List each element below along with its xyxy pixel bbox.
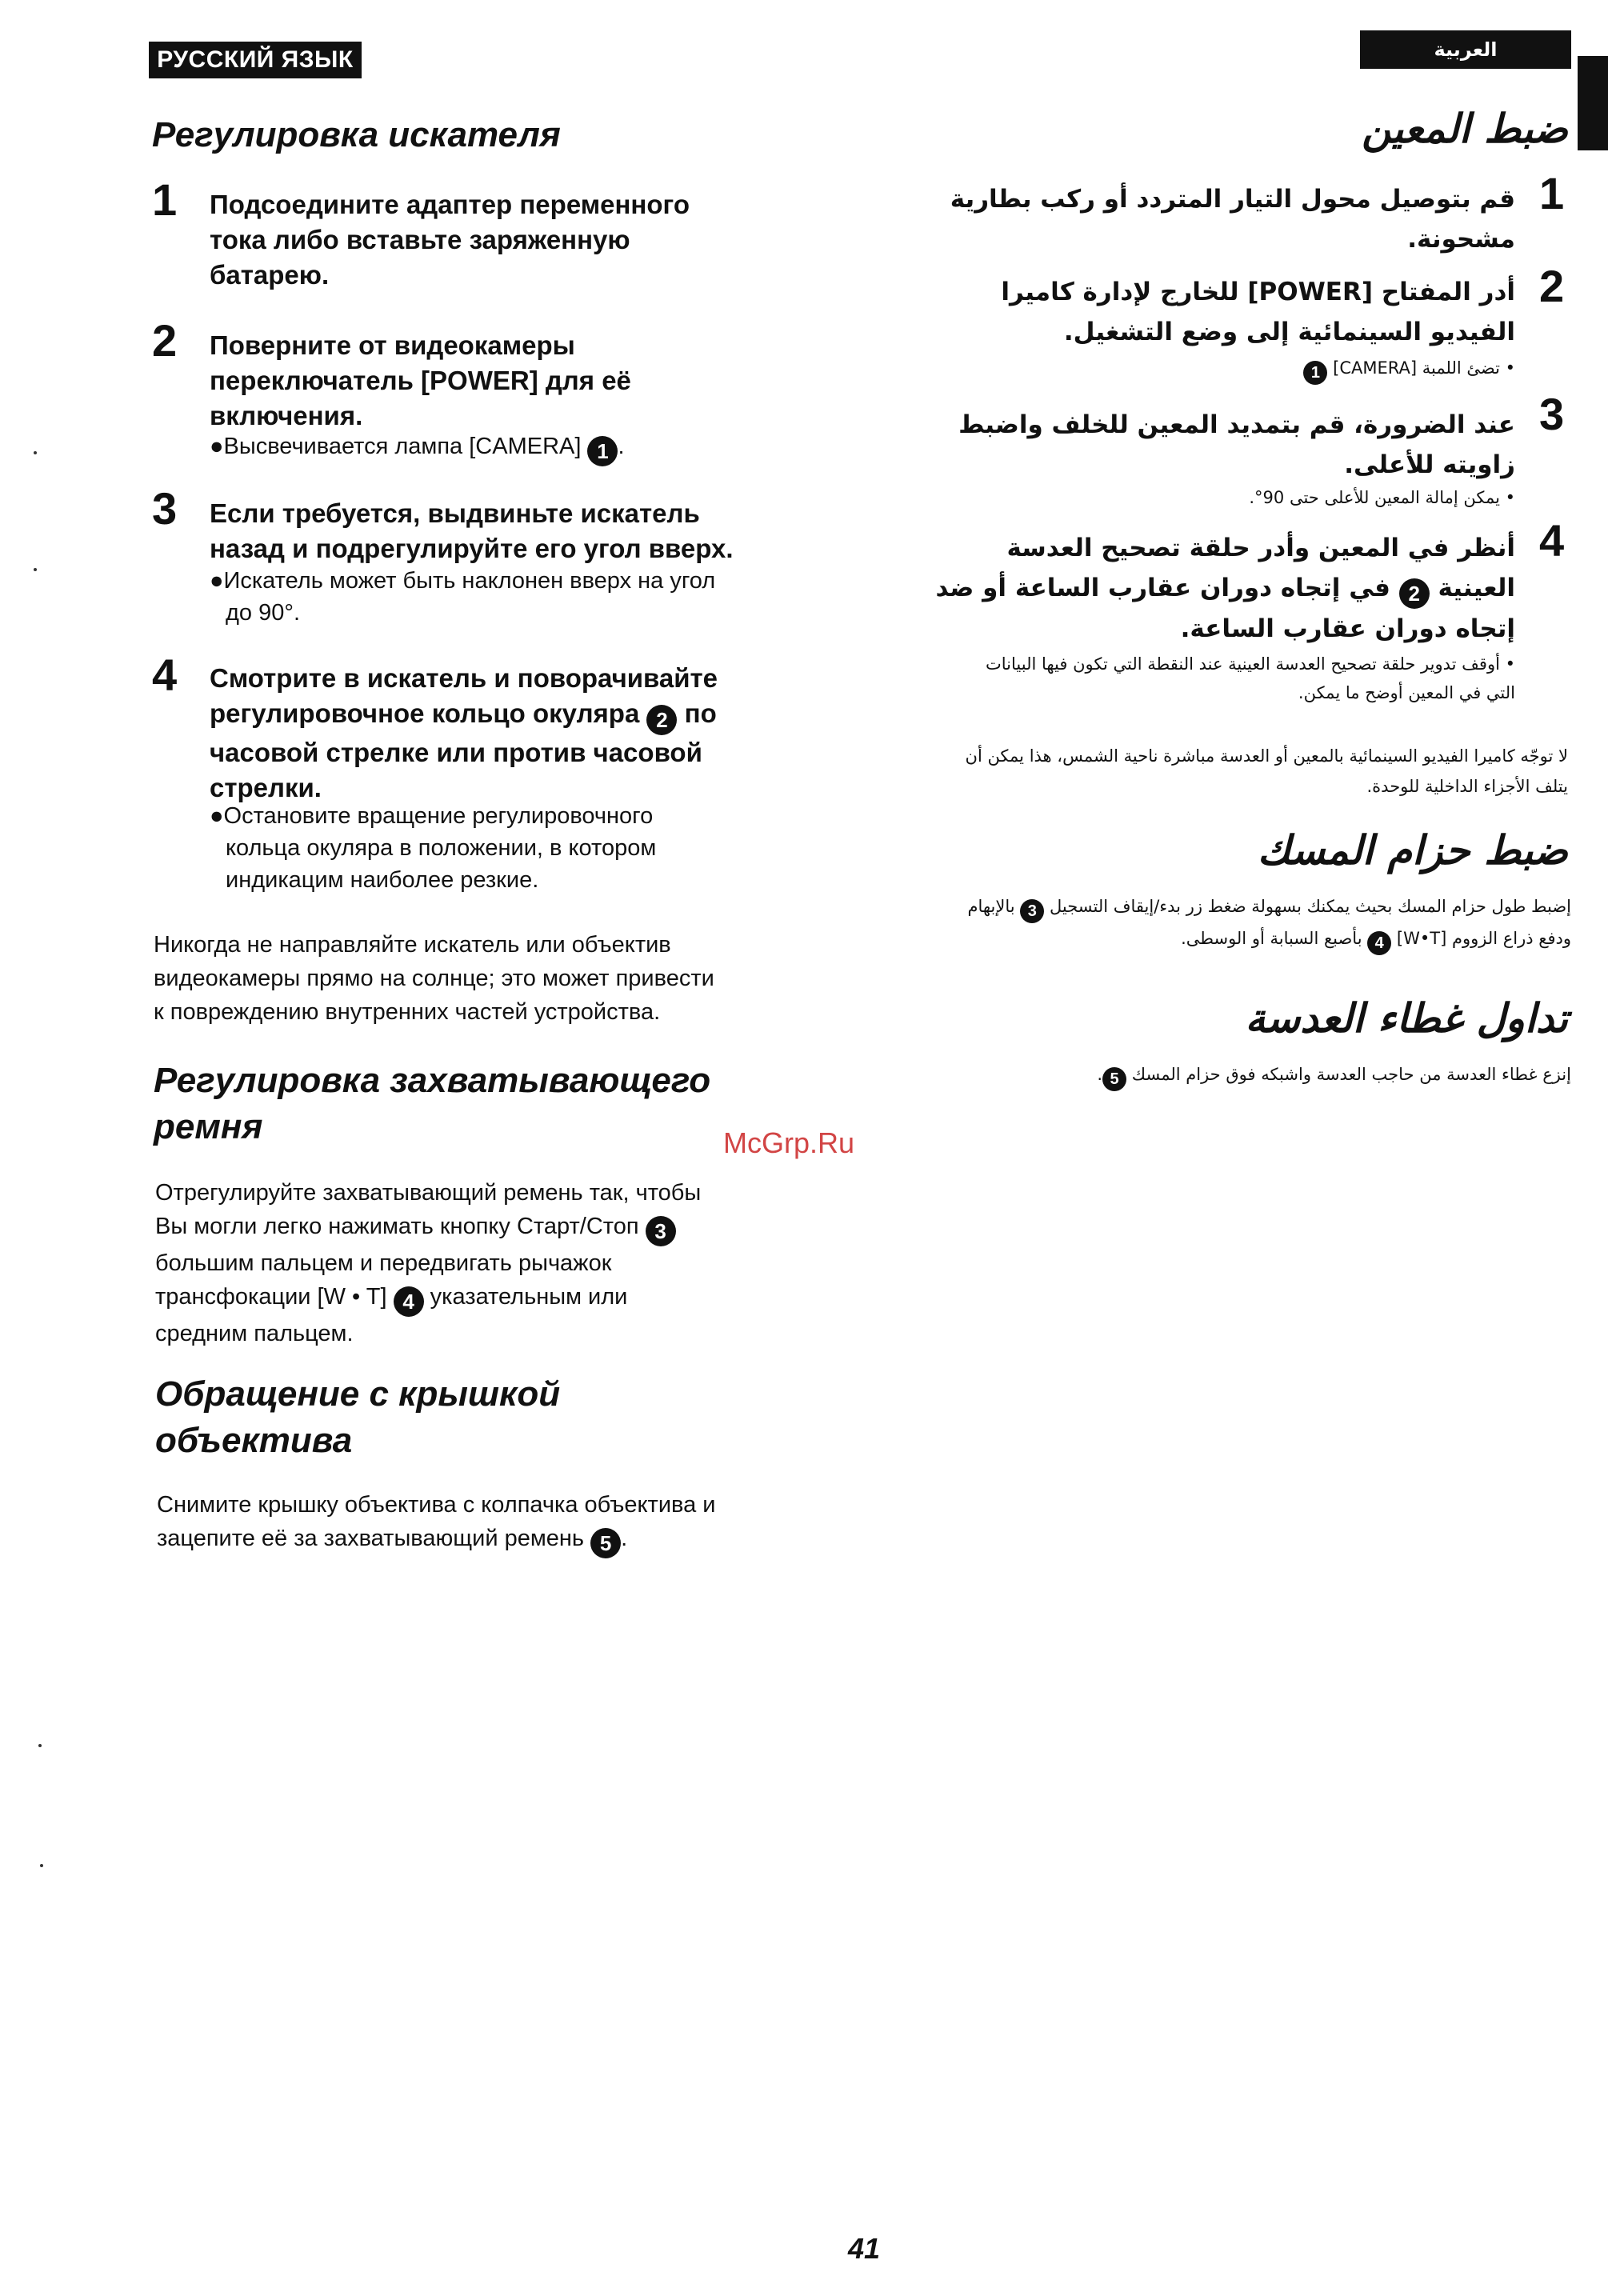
ru-step-1-text: Подсоедините адаптер переменного тока либо вставьте заряженную батарею. bbox=[210, 190, 690, 290]
ref-2-icon: 2 bbox=[646, 705, 677, 735]
ar-ref-3-icon: 3 bbox=[1020, 899, 1044, 923]
ar-step-3-text: عند الضرورة، قم بتمديد المعين للخلف واضبط زاويته للأعلى. bbox=[958, 410, 1515, 479]
ar-grip-text: إضبط طول حزام المسك بحيث يمكنك بسهولة ضغط زر بدء/إيقاف التسجيل 3 بالإبهام ودفع ذراع الزووم [W•T] 4 بأصبع السبابة أو الوسطى. bbox=[920, 891, 1571, 955]
section-edge-tab bbox=[1578, 56, 1608, 150]
ar-step-4-number: 4 bbox=[1539, 515, 1565, 566]
page-number: 41 bbox=[848, 2232, 881, 2265]
ar-ref-5-icon: 5 bbox=[1102, 1067, 1126, 1091]
ar-ref-1-icon: 1 bbox=[1303, 361, 1327, 385]
ru-grip-text: Отрегулируйте захватывающий ремень так, чтобы Вы могли легко нажимать кнопку Старт/Стоп 3 большим пальцем и передвигать рычажок трансфокации [W • T] 4 указательным или средним пальцем. bbox=[155, 1180, 702, 1346]
scan-speck bbox=[34, 451, 37, 454]
ar-ref-4-icon: 4 bbox=[1367, 931, 1391, 955]
ru-step-1-number: 1 bbox=[152, 174, 178, 225]
scan-speck bbox=[38, 1744, 42, 1747]
ref-5-icon: 5 bbox=[590, 1528, 621, 1558]
ru-step-2-note: ●Высвечивается лампа [CAMERA] 1 . bbox=[210, 430, 850, 466]
scan-speck bbox=[34, 568, 37, 571]
ar-step-2-note: • تضئ اللمبة [CAMERA] 1 bbox=[920, 354, 1515, 385]
ru-grip-title: Регулировка захватывающего ремня bbox=[154, 1061, 711, 1146]
ar-lens-cap-text: إنزع غطاء العدسة من حاجب العدسة واشبكه فوق حزام المسك 5. bbox=[920, 1059, 1571, 1091]
language-badge-arabic: العربية bbox=[1360, 30, 1571, 69]
language-badge-russian: РУССКИЙ ЯЗЫК bbox=[149, 42, 362, 78]
scan-speck bbox=[40, 1864, 43, 1867]
ru-lens-cap-text: Снимите крышку объектива с колпачка объектива и зацепите её за захватывающий ремень 5 . bbox=[157, 1488, 861, 1558]
ar-step-1-number: 1 bbox=[1539, 168, 1565, 218]
ru-step-3-text: Если требуется, выдвиньте искатель назад и подрегулируйте его угол вверх. bbox=[210, 498, 734, 563]
ru-step-3-note: ●Искатель может быть наклонен вверх на угол до 90°. bbox=[210, 568, 716, 626]
ar-step-1-text: قم بتوصيل محول التيار المتردد أو ركب بطارية مشحونة. bbox=[950, 185, 1515, 254]
ru-step-4-text: Смотрите в искатель и поворачивайте регулировочное кольцо окуляра 2 по часовой стрелке или против часовой стрелки. bbox=[210, 663, 718, 802]
ru-step-2-number: 2 bbox=[152, 315, 178, 366]
ar-step-2-text: أدر المفتاح [POWER] للخارج لإدارة كاميرا الفيديو السينمائية إلى وضع التشغيل. bbox=[1001, 278, 1515, 346]
ru-step-3-number: 3 bbox=[152, 483, 178, 534]
ar-grip-title: ضبط حزام المسك bbox=[1258, 827, 1568, 874]
ru-viewfinder-title: Регулировка искателя bbox=[152, 115, 561, 154]
ref-3-icon: 3 bbox=[646, 1216, 676, 1246]
ref-1-icon: 1 bbox=[587, 436, 618, 466]
ru-lens-cap-title: Обращение с крышкой объектива bbox=[155, 1374, 561, 1460]
ar-step-2-number: 2 bbox=[1539, 261, 1565, 311]
ar-step-4-note: • أوقف تدوير حلقة تصحيح العدسة العينية عند النقطة التي تكون فيها البيانات التي في المعين أوضح ما يمكن. bbox=[985, 654, 1515, 702]
ar-lens-cap-title: تداول غطاء العدسة bbox=[1245, 995, 1568, 1042]
ar-viewfinder-title: ضبط المعين bbox=[1362, 106, 1568, 152]
ar-step-3-number: 3 bbox=[1539, 389, 1565, 439]
ru-sun-warning: Никогда не направляйте искатель или объектив видеокамеры прямо на солнце; это может привести к повреждению внутренних частей устройства. bbox=[154, 932, 714, 1025]
ar-sun-warning: لا توجّه كاميرا الفيديو السينمائية بالمعين أو العدسة مباشرة ناحية الشمس، هذا يمكن أن يتلف الأجزاء الداخلية للوحدة. bbox=[965, 746, 1568, 796]
ar-step-3-note: • يمكن إمالة المعين للأعلى حتى 90°. bbox=[1249, 488, 1515, 507]
ru-step-2-text: Поверните от видеокамеры переключатель [POWER] для её включения. bbox=[210, 330, 631, 430]
ref-4-icon: 4 bbox=[394, 1286, 424, 1317]
ar-ref-2-icon: 2 bbox=[1399, 578, 1430, 609]
watermark: McGrp.Ru bbox=[723, 1126, 855, 1159]
ar-step-4-text: أنظر في المعين وأدر حلقة تصحيح العدسة العينية 2 في إتجاه دوران عقارب الساعة أو ضد إتجاه دوران عقارب الساعة. bbox=[935, 534, 1515, 643]
ru-step-4-note: ●Остановите вращение регулировочного кольца окуляра в положении, в котором индикацим наиболее резкие. bbox=[210, 803, 657, 893]
ru-step-4-number: 4 bbox=[152, 650, 178, 700]
